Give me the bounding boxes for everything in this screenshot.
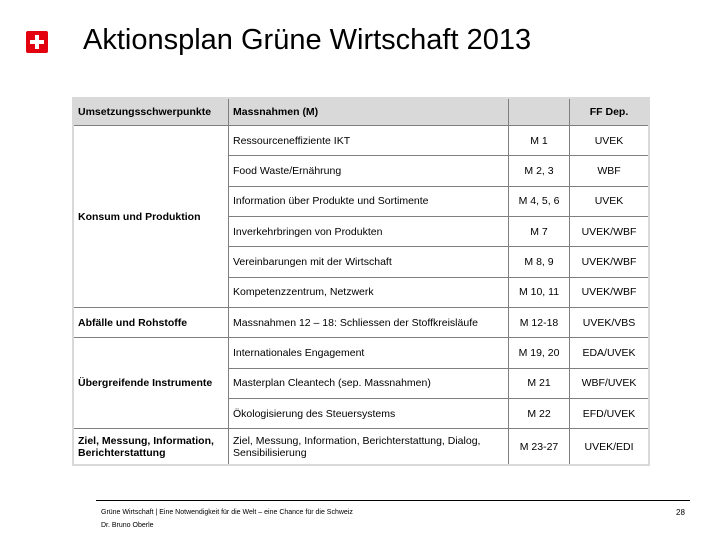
page-number: 28 bbox=[676, 508, 685, 517]
table-row bbox=[74, 308, 648, 338]
ff-cell: UVEK bbox=[570, 187, 648, 217]
ff-cell: UVEK/VBS bbox=[570, 308, 648, 338]
code-cell: M 1 bbox=[509, 126, 570, 156]
area-cell: Übergreifende Instrumente bbox=[74, 338, 229, 429]
column-header-area: Umsetzungsschwerpunkte bbox=[74, 99, 229, 126]
code-cell: M 2, 3 bbox=[509, 156, 570, 186]
cross-horizontal-bar bbox=[30, 40, 44, 44]
code-cell: M 22 bbox=[509, 399, 570, 429]
area-cell: Ziel, Messung, Information, Berichterstattung bbox=[74, 429, 229, 464]
action-plan-table-frame bbox=[72, 97, 650, 466]
footer-divider bbox=[96, 500, 690, 501]
footer-line-2: Dr. Bruno Oberle bbox=[101, 522, 154, 529]
footer-line-1: Grüne Wirtschaft | Eine Notwendigkeit für die Welt – eine Chance für die Schweiz bbox=[101, 509, 353, 516]
ff-cell: UVEK/EDI bbox=[570, 429, 648, 464]
measure-cell: Kompetenzzentrum, Netzwerk bbox=[229, 278, 509, 308]
column-header-code bbox=[509, 99, 570, 126]
code-cell: M 4, 5, 6 bbox=[509, 187, 570, 217]
measure-cell: Food Waste/Ernährung bbox=[229, 156, 509, 186]
measure-cell: Ziel, Messung, Information, Berichterstattung, Dialog, Sensibilisierung bbox=[229, 429, 509, 464]
measure-cell: Ökologisierung des Steuersystems bbox=[229, 399, 509, 429]
table-row bbox=[74, 126, 648, 156]
code-cell: M 10, 11 bbox=[509, 278, 570, 308]
area-cell: Abfälle und Rohstoffe bbox=[74, 308, 229, 338]
measure-cell: Inverkehrbringen von Produkten bbox=[229, 217, 509, 247]
ff-cell: WBF bbox=[570, 156, 648, 186]
ff-cell: EDA/UVEK bbox=[570, 338, 648, 368]
ff-cell: UVEK bbox=[570, 126, 648, 156]
table-row bbox=[74, 338, 648, 368]
measure-cell: Massnahmen 12 – 18: Schliessen der Stoffkreisläufe bbox=[229, 308, 509, 338]
code-cell: M 23-27 bbox=[509, 429, 570, 464]
column-header-measures: Massnahmen (M) bbox=[229, 99, 509, 126]
code-cell: M 7 bbox=[509, 217, 570, 247]
area-cell: Konsum und Produktion bbox=[74, 126, 229, 308]
ff-cell: UVEK/WBF bbox=[570, 217, 648, 247]
code-cell: M 8, 9 bbox=[509, 247, 570, 277]
code-cell: M 21 bbox=[509, 369, 570, 399]
footer-text bbox=[101, 506, 353, 532]
column-header-ff-dep: FF Dep. bbox=[570, 99, 648, 126]
measure-cell: Information über Produkte und Sortimente bbox=[229, 187, 509, 217]
table-row bbox=[74, 429, 648, 464]
ff-cell: UVEK/WBF bbox=[570, 247, 648, 277]
action-plan-table bbox=[74, 99, 648, 464]
ff-cell: EFD/UVEK bbox=[570, 399, 648, 429]
code-cell: M 12-18 bbox=[509, 308, 570, 338]
ff-cell: UVEK/WBF bbox=[570, 278, 648, 308]
swiss-cross-logo bbox=[26, 31, 48, 53]
measure-cell: Vereinbarungen mit der Wirtschaft bbox=[229, 247, 509, 277]
measure-cell: Masterplan Cleantech (sep. Massnahmen) bbox=[229, 369, 509, 399]
code-cell: M 19, 20 bbox=[509, 338, 570, 368]
measure-cell: Internationales Engagement bbox=[229, 338, 509, 368]
page-title: Aktionsplan Grüne Wirtschaft 2013 bbox=[83, 24, 532, 56]
measure-cell: Ressourceneffiziente IKT bbox=[229, 126, 509, 156]
table-header-row bbox=[74, 99, 648, 126]
ff-cell: WBF/UVEK bbox=[570, 369, 648, 399]
